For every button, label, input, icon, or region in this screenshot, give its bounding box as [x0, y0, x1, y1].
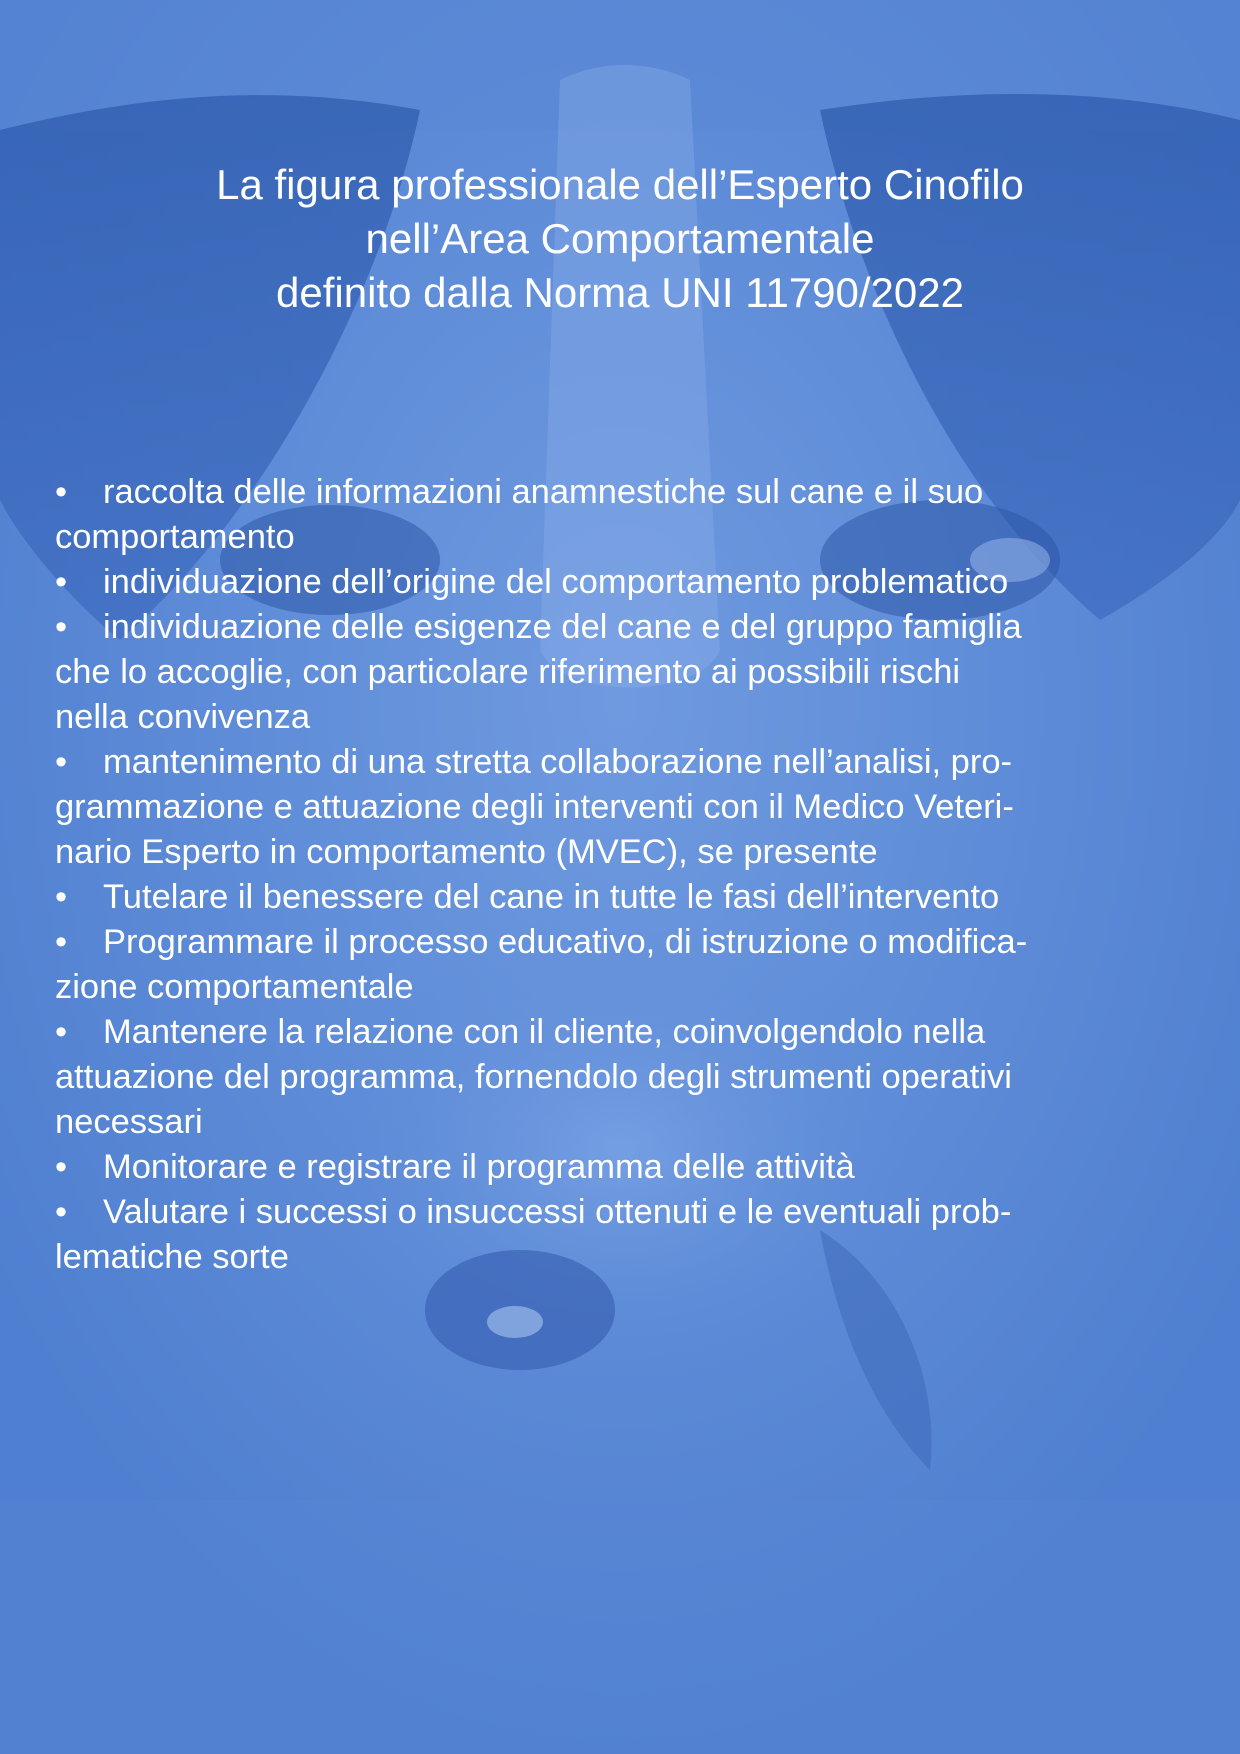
bullet-icon: •: [55, 608, 68, 646]
list-item-text: Tutelare il benessere del cane in tutte le fasi dell’intervento: [103, 878, 1000, 916]
bullet-icon: •: [55, 743, 68, 781]
list-item-text: individuazione delle esigenze del cane e del gruppo famiglia: [103, 608, 1022, 646]
list-item: [55, 605, 1175, 740]
list-item: [55, 470, 1175, 560]
list-item: [55, 1145, 1175, 1190]
responsibilities-list: [55, 470, 1175, 1280]
list-item-text: grammazione e attuazione degli interventi con il Medico Veteri-: [55, 788, 1014, 826]
bullet-icon: •: [55, 878, 68, 916]
list-item-text: Mantenere la relazione con il cliente, coinvolgendolo nella: [103, 1013, 986, 1051]
bullet-icon: •: [55, 1148, 68, 1186]
list-item-text: nario Esperto in comportamento (MVEC), se presente: [55, 833, 878, 871]
list-item-text: Programmare il processo educativo, di istruzione o modifica-: [103, 923, 1028, 961]
list-item-text: zione comportamentale: [55, 968, 414, 1006]
list-item-text: che lo accoglie, con particolare riferimento ai possibili rischi: [55, 653, 961, 691]
list-item: [55, 1010, 1175, 1145]
list-item: [55, 740, 1175, 875]
list-item: [55, 875, 1175, 920]
list-item: [55, 1190, 1175, 1280]
list-item-text: nella convivenza: [55, 698, 311, 736]
list-item-text: comportamento: [55, 518, 295, 556]
bullet-icon: •: [55, 563, 68, 601]
bullet-icon: •: [55, 1193, 68, 1231]
bullet-icon: •: [55, 1013, 68, 1051]
list-item: [55, 560, 1175, 605]
list-item: [55, 920, 1175, 1010]
page-title: [120, 158, 1120, 320]
list-item-text: lematiche sorte: [55, 1238, 289, 1276]
title-line: La figura professionale dell’Esperto Cinofilo: [216, 161, 1024, 208]
bullet-icon: •: [55, 923, 68, 961]
bullet-icon: •: [55, 473, 68, 511]
title-line: nell’Area Comportamentale: [365, 215, 875, 262]
list-item-text: raccolta delle informazioni anamnestiche sul cane e il suo: [103, 473, 984, 511]
list-item-text: mantenimento di una stretta collaborazione nell’analisi, pro-: [103, 743, 1013, 781]
title-line: definito dalla Norma UNI 11790/2022: [276, 269, 964, 316]
list-item-text: Valutare i successi o insuccessi ottenuti e le eventuali prob-: [103, 1193, 1012, 1231]
list-item-text: Monitorare e registrare il programma delle attività: [103, 1148, 855, 1186]
list-item-text: attuazione del programma, fornendolo degli strumenti operativi: [55, 1058, 1012, 1096]
list-item-text: necessari: [55, 1103, 203, 1141]
list-item-text: individuazione dell’origine del comportamento problematico: [103, 563, 1009, 601]
